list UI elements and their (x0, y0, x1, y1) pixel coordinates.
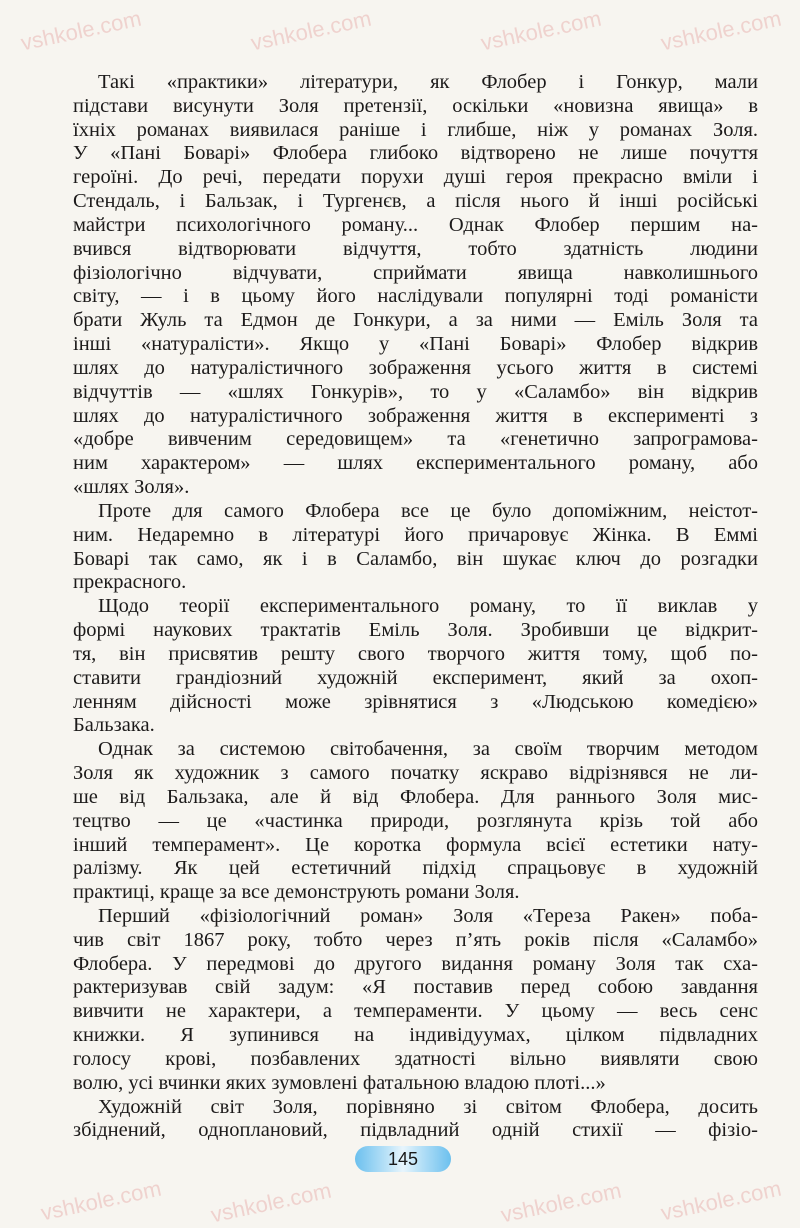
text-line: ралізму. Як цей естетичний підхід спрацьовує в художній (73, 857, 758, 880)
text-line: відчуттів — «шлях Гонкурів», то у «Саламбо» він відкрив (73, 380, 758, 403)
watermark: vshkole.com (658, 5, 784, 56)
text-line: практиці, краще за все демонструють романи Золя. (73, 881, 520, 904)
text-line: майстри психологічного роману... Однак Флобер першим на- (73, 213, 758, 236)
text-line: рактеризував свій задум: «Я поставив перед собою завдання (73, 976, 758, 999)
text-line: Художній світ Золя, порівняно зі світом Флобера, досить (98, 1095, 758, 1118)
text-line: прекрасного. (73, 571, 187, 594)
text-line: ше від Бальзака, але й від Флобера. Для раннього Золя мис- (73, 785, 758, 808)
text-line: підстави висунути Золя претензії, оскільки «новизна явища» в (73, 94, 758, 117)
watermark: vshkole.com (208, 1177, 334, 1228)
text-line: формі наукових трактатів Еміль Золя. Зробивши це відкрит- (73, 619, 758, 642)
watermark: vshkole.com (658, 1175, 784, 1226)
text-line: героїні. До речі, передати порухи душі героя прекрасно вміли і (73, 166, 758, 189)
text-line: Стендаль, і Бальзак, і Тургенєв, а після нього й інші російські (73, 190, 758, 213)
text-line: ставити грандіозний художній експеримент, який за охоп- (73, 666, 758, 689)
page-number: 145 (355, 1146, 451, 1172)
text-line: інший темперамент». Це коротка формула всієї естетики нату- (73, 833, 758, 856)
text-line: вчився відтворювати відчуття, тобто здатність людини (73, 237, 758, 260)
watermark: vshkole.com (248, 5, 374, 56)
paragraph (73, 905, 758, 1096)
text-line: Проте для самого Флобера все це було допоміжним, неістот- (98, 499, 758, 522)
paragraph (73, 500, 758, 595)
text-line: вивчити не характери, а темпераменти. У цьому — весь сенс (73, 1000, 758, 1023)
paragraph (73, 71, 758, 500)
text-line: чив світ 1867 року, тобто через п’ять років після «Саламбо» (73, 928, 758, 951)
text-line: голосу крові, позбавлених здатності вільно виявляти свою (73, 1047, 758, 1070)
text-line: брати Жуль та Едмон де Гонкури, а за ними — Еміль Золя та (73, 309, 758, 332)
text-line: фізіологічно відчувати, сприймати явища навколишнього (73, 261, 758, 284)
text-line: Бальзака. (73, 714, 155, 737)
text-line: Флобера. У передмові до другого видання роману Золя так сха- (73, 952, 758, 975)
text-line: Однак за системою світобачення, за своїм творчим методом (98, 738, 758, 761)
watermark: vshkole.com (498, 1177, 624, 1228)
text-line: «шлях Золя». (73, 476, 190, 499)
text-line: Такі «практики» літератури, як Флобер і Гонкур, мали (98, 71, 758, 93)
text-line: збіднений, одноплановий, підвладний одній стихії — фізіо- (73, 1119, 758, 1142)
text-line: інші «натуралісти». Якщо у «Пані Боварі» Флобер відкрив (73, 333, 758, 356)
text-line: ленням дійсності може зрівнятися з «Людською комедією» (73, 690, 758, 713)
text-line: Перший «фізіологічний роман» Золя «Тереза Ракен» поба- (98, 904, 758, 927)
text-line: тецтво — це «частинка природи, розглянута крізь той або (73, 809, 758, 832)
text-line: світу, — і в цьому його наслідували популярні тоді романісти (73, 285, 758, 308)
paragraph (73, 1096, 758, 1144)
text-line: волю, усі вчинки яких зумовлені фатальною владою плоті...» (73, 1071, 606, 1094)
page-text (73, 71, 758, 1143)
paragraph (73, 738, 758, 905)
text-line: Золя як художник з самого початку яскраво відрізнявся не ли- (73, 762, 758, 785)
text-line: «добре вивченим середовищем» та «генетично запрограмова- (73, 428, 758, 451)
text-line: Щодо теорії експериментального роману, то її виклав у (98, 595, 758, 618)
watermark: vshkole.com (18, 5, 144, 56)
watermark: vshkole.com (478, 5, 604, 56)
text-line: ним характером» — шлях експериментального роману, або (73, 452, 758, 475)
text-line: їхніх романах виявилася раніше і глибше, ніж у романах Золя. (73, 118, 758, 141)
paragraph (73, 595, 758, 738)
text-line: книжки. Я зупинився на індивідуумах, цілком підвладних (73, 1024, 758, 1047)
text-line: тя, він присвятив решту свого творчого життя тому, щоб по- (73, 642, 758, 665)
watermark: vshkole.com (38, 1175, 164, 1226)
text-line: шлях до натуралістичного зображення усього життя в системі (73, 356, 758, 379)
text-line: Боварі так само, як і в Саламбо, він шукає ключ до розгадки (73, 547, 758, 570)
text-line: ним. Недаремно в літературі його причаровує Жінка. В Еммі (73, 523, 758, 546)
text-line: шлях до натуралістичного зображення життя в експерименті з (73, 404, 758, 427)
text-line: У «Пані Боварі» Флобера глибоко відтворено не лише почуття (73, 142, 758, 165)
